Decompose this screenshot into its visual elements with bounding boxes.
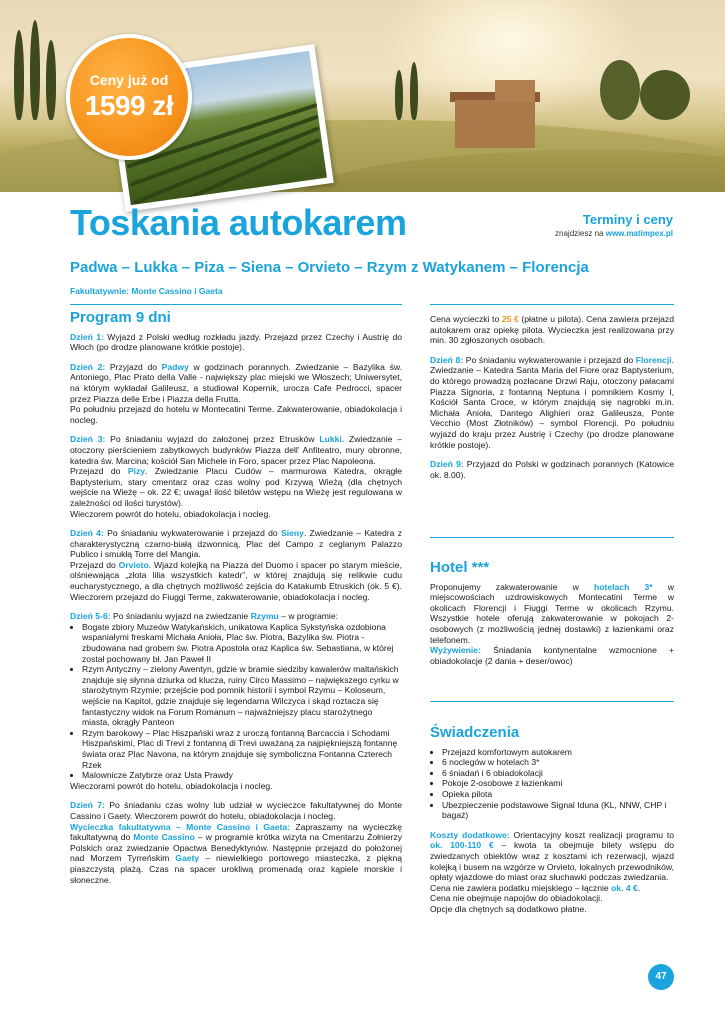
day-text: Wieczorem powrót do hotelu, obiadokolacja i nocleg. xyxy=(70,508,271,519)
day-label: Dzień 4: xyxy=(70,528,104,539)
day-7 xyxy=(70,800,402,885)
extra-text: Cena nie zawiera podatku miejskiego – łącznie xyxy=(430,882,612,893)
price-badge-label: Ceny już od xyxy=(89,72,169,88)
place-name: Rzymu xyxy=(250,611,279,622)
terms-box xyxy=(555,212,673,238)
day-text: Po śniadaniu wyjazd do założonej przez Etrusków xyxy=(105,434,320,445)
day-9 xyxy=(430,459,674,480)
day-text: Po śniadaniu wykwaterowanie i przejazd do xyxy=(463,354,636,365)
tree xyxy=(640,70,690,120)
day-text: . Zwiedzanie – Katedra Santa Maria del Fiore oraz Baptysterium, do którego prowadzą pozłacane Drzwi Raju, otoczony pałacami Piazza Signoria, z fontanną Neptuna i pomnikiem Kosmy I, Kościół Santa Croce, w którym znajdują się nagrobki m.in. Michała Anioła, Dantego Alighieri oraz Galileusza, Ponte Vecchio (Most Złotników) – symbol Florencji. Po południu wyjazd do kraju przez Austrię i Czechy (po drodze planowane krótkie postoje). xyxy=(430,354,675,450)
tree xyxy=(600,60,640,120)
day-3 xyxy=(70,434,402,519)
day-text: – w programie: xyxy=(278,611,338,622)
hotel-text-part: w miejscowościach uzdrowiskowych Montecatini Terme w okolicach Florencji i Fiuggi Terme w okolicach Rzymu. Wszystkie hotele oferują zakwaterowanie w pokojach 2-osobowych (z możliwością jednej dostawki) z łazienkami oraz telefonem. xyxy=(430,581,675,645)
day-label: Dzień 5-6: xyxy=(70,611,111,622)
terms-url[interactable]: www.matimpex.pl xyxy=(605,229,673,238)
services-list xyxy=(430,747,674,821)
cypress-tree xyxy=(395,70,403,120)
hotel-section xyxy=(430,559,675,675)
day-label: Dzień 3: xyxy=(70,434,106,445)
extra-text: – kwota ta obejmuje bilety wstępu do zwiedzanych obiektów wraz z kosztami ich rezerwacji, wjazd kolejką i busem na wzgórze w Orvieto, lokalnych przewodników, opłaty wjazdowe do miast oraz słuchawki podczas zwiedzania. xyxy=(430,840,674,883)
day-label: Dzień 7: xyxy=(70,800,105,811)
price-note xyxy=(430,314,674,346)
day-text: Po śniadaniu czas wolny lub udział w wycieczce fakultatywnej do Monte Cassino i Gaety. Wieczorem powrót do hotelu, obiadokolacja i nocleg. xyxy=(70,800,402,821)
day-8 xyxy=(430,355,674,450)
farmhouse-tower xyxy=(495,80,535,102)
day-text: Po śniadaniu wyjazd na zwiedzanie xyxy=(110,611,251,622)
list-item: • Rzym barokowy – Plac Hiszpański wraz z uroczą fontanną Barcaccia i Schodami Hiszpańskimi, Plac di Trevi z fontanną di Trevi uważaną za najpiękniejszą fontannę świata oraz Plac Navona, na którym znajduje się symboliczna Fontanna Czterech Rzek xyxy=(82,728,402,770)
place-name: Lukki. xyxy=(319,434,345,445)
day-1 xyxy=(70,332,402,353)
day-text: Wieczorami powrót do hotelu, obiadokolacja i nocleg. xyxy=(70,780,273,791)
day-5-6 xyxy=(70,611,402,622)
price-badge-value: 1599 zł xyxy=(84,90,174,121)
services-section xyxy=(430,724,674,924)
place-name: Gaety xyxy=(175,853,200,864)
extra-costs xyxy=(430,830,674,915)
hotel-heading: Hotel *** xyxy=(430,559,490,576)
divider xyxy=(430,537,674,538)
terms-prefix: znajdziesz na xyxy=(555,229,606,238)
day-5-6-end xyxy=(70,781,402,792)
program-heading: Program 9 dni xyxy=(70,309,171,326)
board-label: Wyżywienie: xyxy=(430,645,481,656)
extra-text: . xyxy=(637,882,641,893)
day-text: Wyjazd z Polski według rozkładu jazdy. Przejazd przez Czechy i Austrię do Włoch (po drodze planowane krótkie postoje). xyxy=(70,331,403,353)
divider xyxy=(430,701,674,702)
day-text: Przejazd do xyxy=(70,559,119,570)
day-2 xyxy=(70,362,402,426)
hotel-text xyxy=(430,582,674,667)
day-4 xyxy=(70,528,402,602)
list-item: • Malownicze Zatybrze oraz Usta Prawdy xyxy=(82,770,402,781)
extra-costs-label: Koszty dodatkowe: xyxy=(430,829,510,840)
price-badge xyxy=(66,34,192,160)
day-text: . Wjazd kolejką na Piazza del Duomo i spacer po starym mieście, olśniewająca „złota lilia wszystkich katedr”, w której znajdują się relikwie cudu eucharystycznego, a dla chętnych możliwość zejścia do Katakumb Etruskich (ok. 5 €). Wieczorem przejazd do Fiuggi Terme, zakwaterowanie, obiadokolacja i nocleg. xyxy=(70,559,402,602)
day-text: Przyjazd do xyxy=(105,361,162,372)
day-text: Zwiedzanie – otoczony pierścieniem zabytkowych budynków Piazza dell’ Anfiteatro, mury obronne, katedra św. Marcina; kościół San Michele in Foro, spacer przez Plac Napoleona. xyxy=(70,434,402,466)
day-label: Dzień 9: xyxy=(430,459,464,470)
day-label: Dzień 8: xyxy=(430,354,464,365)
place-name: Orvieto xyxy=(118,559,149,570)
farmhouse xyxy=(455,100,535,148)
day-text: Przyjazd do Polski w godzinach porannych (Katowice ok. 8.00). xyxy=(430,459,674,480)
rome-program-list xyxy=(70,622,402,781)
services-heading: Świadczenia xyxy=(430,724,520,741)
cypress-tree xyxy=(46,40,56,120)
extra-text: Opcje dla chętnych są dodatkowo płatne. xyxy=(430,903,587,914)
tax-amount: ok. 4 € xyxy=(611,882,638,893)
price-value: 25 € xyxy=(501,314,519,324)
list-item: • Ubezpieczenie podstawowe Signal Iduna (KL, NNW, CHP i bagaż) xyxy=(442,800,674,821)
page-number: 47 xyxy=(648,964,674,990)
extra-text: Orientacyjny koszt realizacji programu to xyxy=(509,829,674,840)
cypress-tree xyxy=(30,20,40,120)
route-subtitle: Padwa – Lukka – Piza – Siena – Orvieto – Rzym z Watykanem – Florencja xyxy=(70,259,589,276)
divider xyxy=(70,304,402,305)
divider xyxy=(430,304,674,305)
list-item: • 6 noclegów w hotelach 3* xyxy=(442,757,674,768)
day-text: . Zwiedzanie – Katedra z charakterystyczną czarno-białą dzwonnicą, Plac del Campo z ceglanym Palazzo Publico i smukłą Torre del Mangia. xyxy=(70,528,402,560)
list-item: • Bogate zbiory Muzeów Watykańskich, unikatowa Kaplica Sykstyńska ozdobiona wspaniałymi freskami Michała Anioła, Plac św. Piotra, Bazylika św. Piotra - zbudowana nad grobem św. Piotra Apostoła oraz Kaplica św. Sebastiana, w której został pochowany bł. Jan Paweł II xyxy=(82,622,402,664)
optional-trip-label: Wycieczka fakultatywna – Monte Cassino i Gaeta: xyxy=(70,821,290,832)
optional-subtitle: Fakultatywnie: Monte Cassino i Gaeta xyxy=(70,286,223,296)
day-label: Dzień 1: xyxy=(70,331,104,342)
list-item: • Opieka pilota xyxy=(442,789,674,800)
cypress-tree xyxy=(14,30,24,120)
list-item: • Pokoje 2-osobowe z łazienkami xyxy=(442,778,674,789)
hotel-text-part: Proponujemy zakwaterowanie w xyxy=(430,581,594,592)
day-text: Zapraszamy na wycieczkę fakultatywną do xyxy=(70,821,402,843)
place-name: Florencji xyxy=(635,354,672,365)
place-name: Padwy xyxy=(161,361,189,372)
day-text: Przejazd do xyxy=(70,466,128,477)
terms-heading: Terminy i ceny xyxy=(582,212,673,227)
day-text: Po śniadaniu wykwaterowanie i przejazd do xyxy=(103,528,281,539)
extra-text: Cena nie obejmuje napojów do obiadokolacji. xyxy=(430,893,603,904)
cypress-tree xyxy=(410,62,418,120)
page-title: Toskania autokarem xyxy=(70,202,407,243)
place-name: Monte Cassino xyxy=(133,832,195,843)
terms-text xyxy=(555,229,673,238)
list-item: • Rzym Antyczny – zielony Awentyn, gdzie w bramie siedziby kawalerów maltańskich znajduje się słynna dziurka od klucza, ruiny Circo Massimo – największego cyrku w starożytnym Rzymie; przejście pod pomnik historii i symbol Rzymu – Koloseum, wejście na Kapitol, gdzie znajduje się legendarna Wilczyca i skąd roztacza się fantastyczny widok na Forum Romanum – najważniejszy placu starożytnego miasta, okrągły Panteon xyxy=(82,664,402,728)
list-item: • 6 śniadań i 6 obiadokolacji xyxy=(442,768,674,779)
day-text: Po południu przejazd do hotelu w Montecatini Terme. Zakwaterowanie, obiadokolacja i nocleg. xyxy=(70,404,402,425)
day-label: Dzień 2: xyxy=(70,361,106,372)
list-item: • Przejazd komfortowym autokarem xyxy=(442,747,674,758)
note-text: Cena wycieczki to xyxy=(430,314,502,324)
right-column xyxy=(430,314,674,489)
extra-amount: ok. 100-110 € xyxy=(430,840,494,851)
program-column xyxy=(70,309,403,894)
day-text: . Zwiedzanie Placu Cudów – marmurowa Katedra, okrągłe Baptysterium, stary cmentarz oraz czas wolny pod Krzywą Wieżą (dla chętnych wejście na Wieżę – ok. 22 €; uwaga! ilość biletów wstępu na Wieżę jest regulowana w zależności od ilości turystów). xyxy=(70,466,402,508)
hotel-category: hotelach 3* xyxy=(593,581,653,592)
day-text: – niewielkiego portowego miasteczka, z piękną piaszczystą plażą. Czas na spacer urokliwą promenadą oraz kąpiele morskie i słoneczne. xyxy=(70,853,403,885)
hotel-text-part: Śniadania kontynentalne wzmocnione + obiadokolacje (2 dania + deser/owoc) xyxy=(430,645,674,666)
place-name: Pizy xyxy=(127,466,146,477)
place-name: Sieny xyxy=(280,528,304,539)
note-text: (płatne u pilota). Cena zawiera przejazd autokarem oraz opiekę pilota. Wycieczka jest realizowana przy min. 30 zgłoszonych osobach. xyxy=(430,314,674,346)
day-text: – w programie krótka wizyta na Cmentarzu Żołnierzy Polskich oraz zwiedzanie Opactwa Benedyktynów. Następnie przejazd do położonej nad Morzem Tyrreńskim xyxy=(70,832,402,864)
day-text: w godzinach porannych. Zwiedzanie – Bazylika św. Antoniego, Plac Prato della Valle - największy plac miejski we Włoszech; Uniwersytet, na którym wykładał Galileusz, a studiował Kopernik, urocza Cafe Pedrocci, spacer przez Piazza delle Erbe i Piazza della Frutta. xyxy=(70,361,402,404)
